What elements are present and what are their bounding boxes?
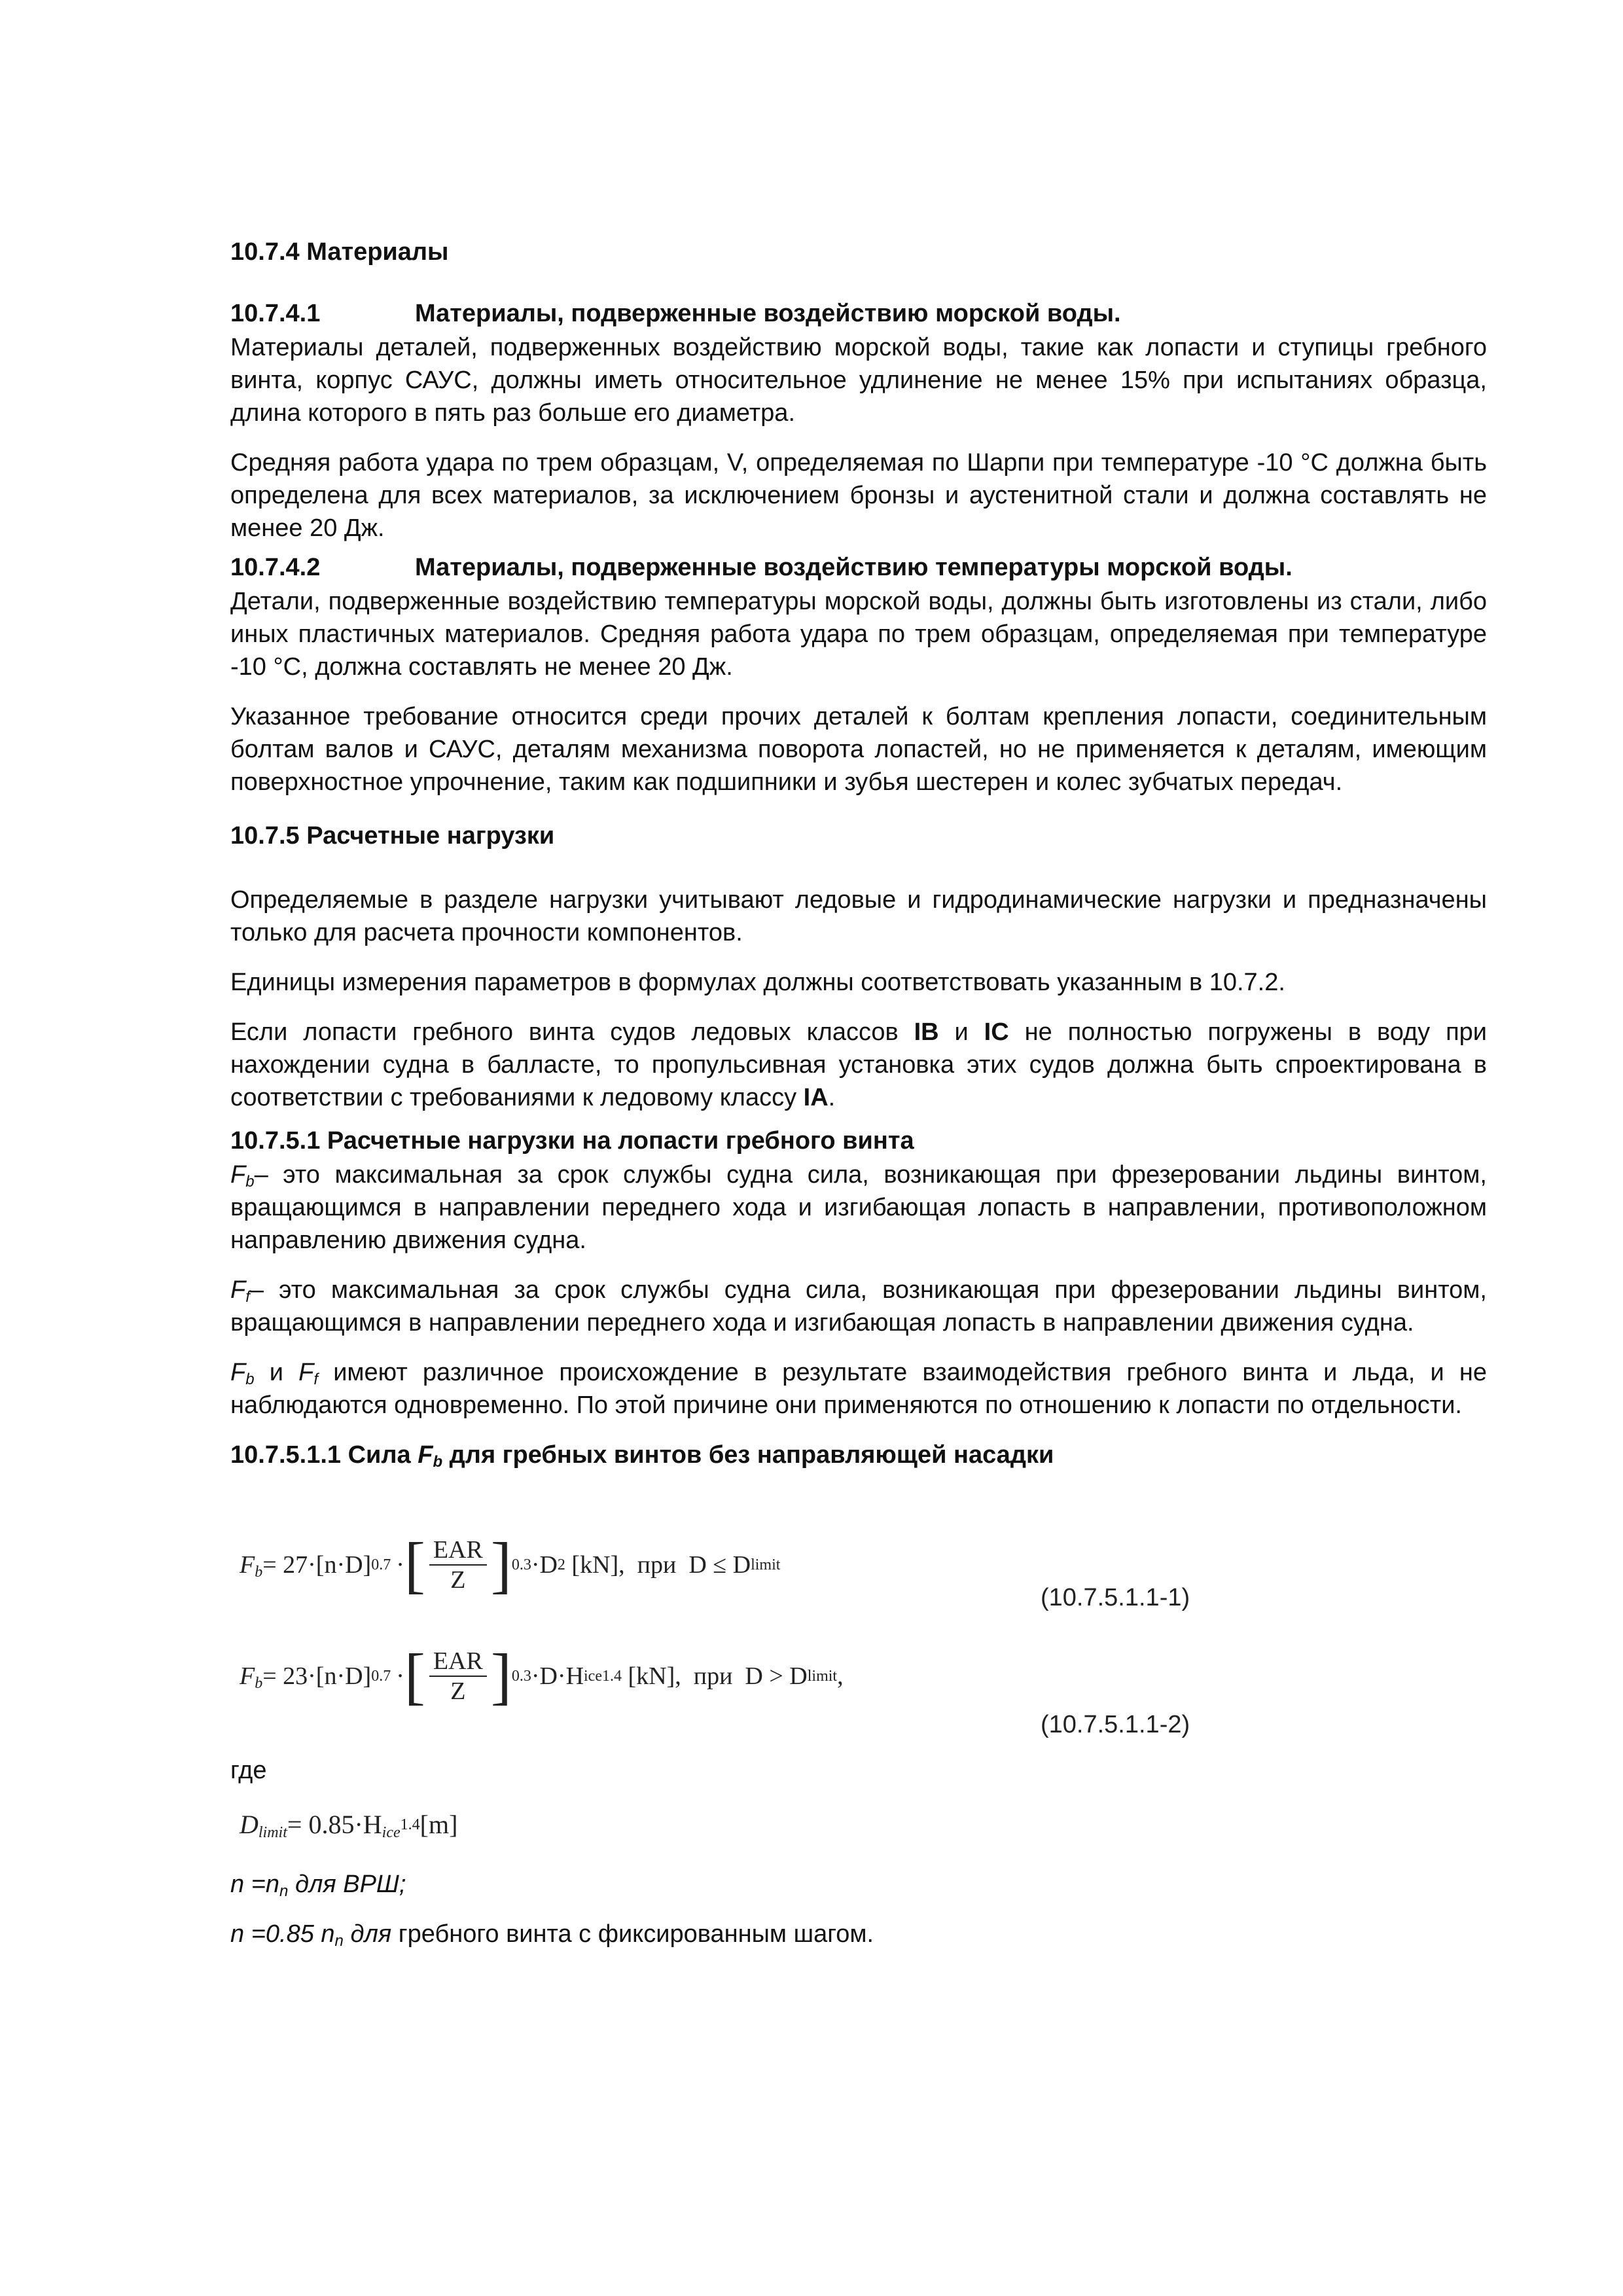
equation-number: (10.7.5.1.1-1) <box>1041 1584 1190 1611</box>
section-title: Материалы, подверженные воздействию температуры морской воды. <box>415 554 1293 581</box>
paragraph-fb-definition: $F_b-$ это максимальная за срок службы судна сила, возникающая при фрезеровании льдины винтом, вращающимся в направлении переднего хода и изгибающая лопасть в направлении, противоположном направлению движения судна. <box>230 1161 1487 1254</box>
section-title: Материалы <box>306 238 449 266</box>
paragraph: Единицы измерения параметров в формулах должны соответствовать указанным в 10.7.2. <box>230 969 1285 996</box>
formula-d-limit: D $_{limit}$ = 0.85·H $_{ice}$ 1.4 [m] <box>240 1810 458 1841</box>
section-heading-10-7-5-1: 10.7.5.1 Расчетные нагрузки на лопасти гребного винта <box>230 1127 914 1155</box>
paragraph: Детали, подверженные воздействию температуры морской воды, должны быть изготовлены из стали, либо иных пластичных материалов. Средняя работа удара по трем образцам, определяемая при температуре -10 °С, должна составлять не менее 20 Дж. <box>230 588 1487 681</box>
section-title: Материалы, подверженные воздействию морской воды. <box>415 300 1121 327</box>
section-heading-10-7-5 <box>230 819 1487 852</box>
section-number: 10.7.4.1 <box>230 300 321 327</box>
fraction: $\frac{\text{EAR}}{Z}$ <box>429 1535 487 1594</box>
section-heading-10-7-4-1 <box>230 297 1487 330</box>
paragraph: Средняя работа удара по трем образцам, V, определяемая по Шарпи при температуре -10 °С должна быть определена для всех материалов, за исключением бронзы и аустенитной стали и должна составлять не менее 20 Дж. <box>230 449 1487 542</box>
paragraph: Материалы деталей, подверженных воздействию морской воды, такие как лопасти и ступицы гребного винта, корпус САУС, должны иметь относительное удлинение не менее 15% при испытаниях образца, длина которого в пять раз больше его диаметра. <box>230 334 1487 427</box>
document-page <box>230 236 1487 1950</box>
fraction: $\frac{\text{EAR}}{Z}$ <box>429 1647 487 1706</box>
section-number: 10.7.4 <box>230 238 300 266</box>
paragraph: Указанное требование относится среди прочих деталей к болтам крепления лопасти, соединительным болтам валов и САУС, деталям механизма поворота лопастей, но не применяется к деталям, имеющим поверхностное упрочнение, таким как подшипники и зубья шестерен и колес зубчатых передач. <box>230 703 1487 796</box>
formula-10-7-5-1-1-2: F $_b$ = 23·[n·D] 0.7 · [ $\frac{\text{EAR}}{Z}$ ] 0.3 ·D·H ice 1.4 [kN], при D > D limit , (10.7.5.1.1-2) <box>230 1627 1487 1751</box>
paragraph-ice-class: Если лопасти гребного винта судов ледовых классов IB и IC не полностью погружены в воду при нахождении судна в балласте, то пропульсивная установка этих судов должна быть спроектирована в соответствии с требованиями к ледовому классу IA. <box>230 1018 1488 1111</box>
section-heading-10-7-5-1-1: 10.7.5.1.1 Сила $F_b$ для гребных винтов без направляющей насадки <box>230 1441 1054 1471</box>
equation-number: (10.7.5.1.1-2) <box>1041 1711 1190 1738</box>
section-number: 10.7.5 <box>230 822 300 850</box>
paragraph: Определяемые в разделе нагрузки учитывают ледовые и гидродинамические нагрузки и предназначены только для расчета прочности компонентов. <box>230 886 1487 946</box>
n-definition-vrsh: $n =n_n$ для ВРШ; <box>230 1871 406 1900</box>
paragraph-fb-ff: $F_b$ и $F_f$ имеют различное происхождение в результате взаимодействия гребного винта и льда, и не наблюдаются одновременно. По этой причине они применяются по отношению к лопасти по отдельности. <box>230 1359 1488 1419</box>
formula-10-7-5-1-1-1: F $_b$ = 27·[n·D] 0.7 · [ $\frac{\text{EAR}}{Z}$ ] 0.3 ·D 2 [kN], при D ≤ D limit (10.7.5.1.1-1) <box>230 1516 1487 1627</box>
section-heading-10-7-4-2 <box>230 551 1487 584</box>
section-number: 10.7.4.2 <box>230 554 321 581</box>
section-title: Расчетные нагрузки <box>306 822 555 850</box>
section-heading-10-7-4 <box>230 236 1487 268</box>
paragraph-ff-definition: $F_f-$ это максимальная за срок службы судна сила, возникающая при фрезеровании льдины винтом, вращающимся в направлении переднего хода и изгибающая лопасть в направлении движения судна. <box>230 1276 1487 1336</box>
where-label: где <box>230 1757 267 1784</box>
n-definition-fixed-pitch: n =0.85 $n_n$ для гребного винта с фиксированным шагом. <box>230 1920 874 1950</box>
